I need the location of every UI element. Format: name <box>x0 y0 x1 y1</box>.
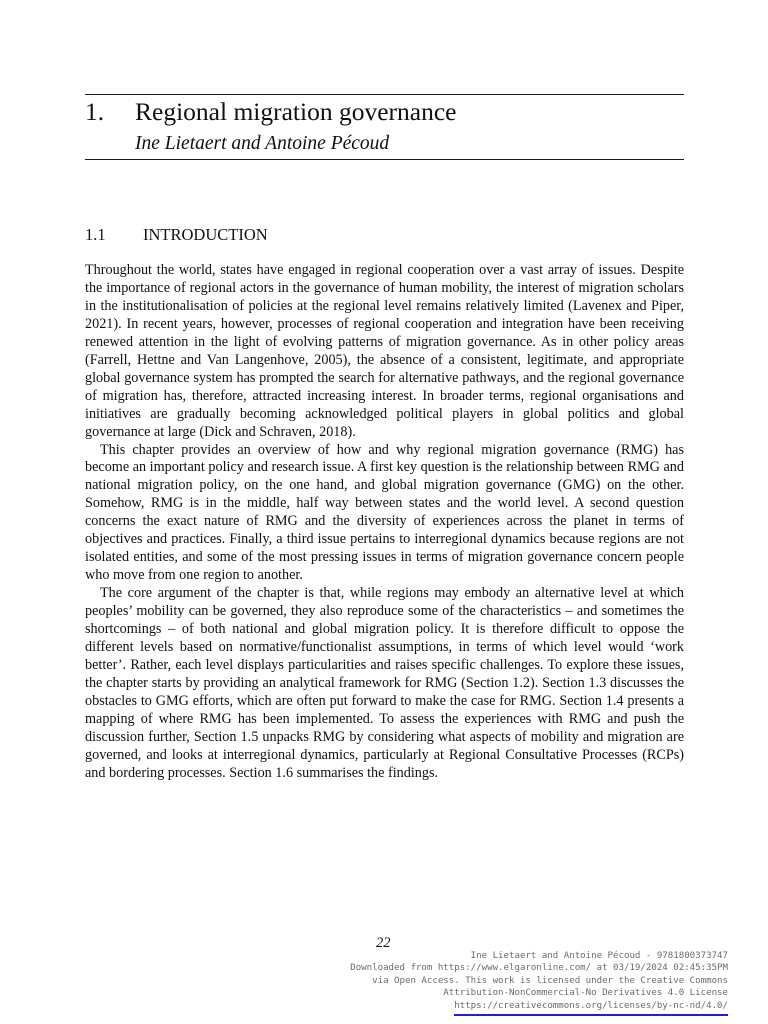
paragraph: This chapter provides an overview of how and why regional migration governance (RMG) has become an important policy and research issue. A first key question is the relationship between RMG and national migration policy, on the one hand, and global migration governance (GMG) on the other. Somehow, RMG is in the middle, half way between states and the world level. A second question concerns the exact nature of RMG and the diversity of experiences across the planet in terms of objectives and practices. Finally, a third issue pertains to interregional dynamics because regions are not isolated entities, and some of the most pressing issues in terms of migration governance concern people who move from one region to another. <box>85 441 684 584</box>
title-bottom-rule <box>85 159 684 160</box>
footer-license-name: Attribution-NonCommercial-No Derivatives 4.0 License <box>443 988 728 999</box>
page-number: 22 <box>376 935 391 951</box>
chapter-authors: Ine Lietaert and Antoine Pécoud <box>135 133 390 154</box>
footer-license-line: via Open Access. This work is licensed under the Creative Commons <box>372 975 728 986</box>
body-text <box>85 262 684 783</box>
footer-book-line: Ine Lietaert and Antoine Pécoud - 9781800373747 <box>470 951 728 961</box>
chapter-heading <box>85 96 456 128</box>
section-heading <box>85 224 268 246</box>
download-footer <box>298 950 728 1016</box>
paragraph: The core argument of the chapter is that, while regions may embody an alternative level at which peoples’ mobility can be governed, they also reproduce some of the characteristics – and sometimes the shortcomings – of both national and global migration policy. It is therefore difficult to oppose the different levels based on normative/functionalist assumptions, in terms of which level would ‘work better’. Rather, each level displays particularities and raises specific challenges. To explore these issues, the chapter starts by providing an analytical framework for RMG (Section 1.2). Section 1.3 discusses the obstacles to GMG efforts, which are often put forward to make the case for RMG. Section 1.4 presents a mapping of where RMG has been implemented. To assess the experiences with RMG and push the discussion further, Section 1.5 unpacks RMG by considering what aspects of mobility and migration are governed, and looks at interregional dynamics, particularly at Regional Consultative Processes (RCPs) and bordering processes. Section 1.6 summarises the findings. <box>85 585 684 781</box>
title-top-rule <box>85 94 684 95</box>
chapter-title: Regional migration governance <box>135 97 457 126</box>
section-number: 1.1 <box>85 225 106 244</box>
paragraph: Throughout the world, states have engaged in regional cooperation over a vast array of issues. Despite the importance of regional actors in the governance of human mobility, the interest of migration scholars in the institutionalisation of policies at the regional level remains relatively limited (Lavenex and Piper, 2021). In recent years, however, processes of regional cooperation and integration have been receiving renewed attention in the light of evolving patterns of migration governance. As in other policy areas (Farrell, Hettne and Van Langenhove, 2005), the absence of a consistent, legitimate, and appropriate global governance system has prompted the search for alternative pathways, and the regional governance of migration has, therefore, attracted increasing interest. In broader terms, regional organisations and initiatives are gradually becoming acknowledged political players in global politics and global governance at large (Dick and Schraven, 2018). <box>85 262 684 440</box>
chapter-number: 1. <box>85 97 105 126</box>
footer-download-line: Downloaded from https://www.elgaronline.com/ at 03/19/2024 02:45:35PM <box>350 963 728 974</box>
section-title: INTRODUCTION <box>143 225 268 244</box>
license-link[interactable]: https://creativecommons.org/licenses/by-nc-nd/4.0/ <box>454 1000 728 1016</box>
